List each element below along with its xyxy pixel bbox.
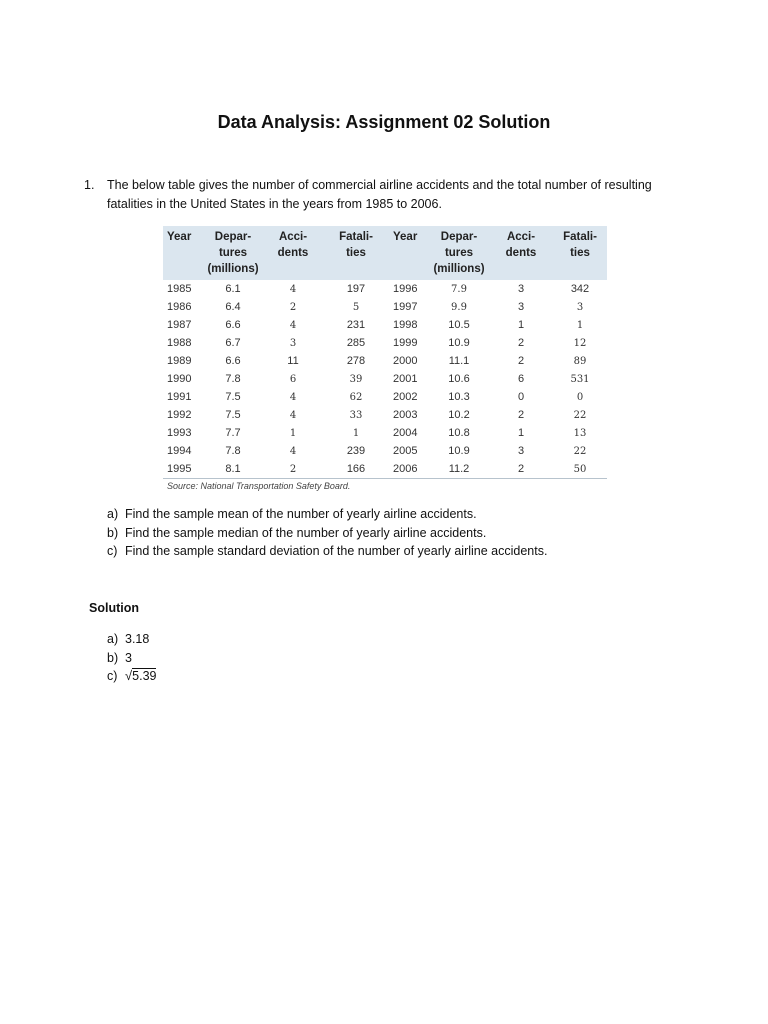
table-cell: 22 (573, 409, 587, 421)
table-cell: 2 (263, 460, 323, 479)
table-cell: 1997 (393, 301, 418, 313)
table-cell: 1 (576, 319, 584, 331)
table-cell: 1990 (167, 373, 192, 385)
table-cell: 4 (289, 391, 297, 403)
table-cell: 1986 (167, 301, 192, 313)
table-row (163, 316, 607, 334)
answer-a: a) 3.18 (107, 632, 150, 646)
table-cell: 3 (517, 283, 525, 295)
subquestion-b: b) Find the sample median of the number of yearly airline accidents. (107, 525, 487, 540)
table-cell: 2 (517, 409, 525, 421)
table-cell: 10.8 (448, 427, 470, 439)
table-cell: 10.9 (448, 445, 470, 457)
question-number: 1. (84, 178, 95, 192)
table-cell: 10.2 (448, 409, 470, 421)
table-cell: 231 (346, 319, 366, 331)
table-cell: 1989 (167, 355, 192, 367)
table-cell: 89 (573, 355, 587, 367)
table-header-row (163, 226, 607, 280)
table-cell: 6.6 (225, 319, 241, 331)
table-row (163, 370, 607, 388)
table-cell: 1985 (167, 283, 192, 295)
table-cell: 7.5 (225, 409, 241, 421)
table-cell: 4 (289, 319, 297, 331)
table-cell: 278 (346, 355, 366, 367)
question-text: The below table gives the number of commercial airline accidents and the total number of resulting fatalities in the United States in the years from 1985 to 2006. (107, 178, 652, 211)
table-cell: 1992 (167, 409, 192, 421)
table-cell: 10.9 (448, 337, 470, 349)
table-row (163, 352, 607, 370)
table-cell: 342 (570, 283, 590, 295)
table-cell: 2002 (393, 391, 418, 403)
header-departures: Depar- tures (millions) (207, 231, 259, 275)
table-cell: 1996 (393, 283, 418, 295)
table-cell: 1988 (167, 337, 192, 349)
table-row (163, 388, 607, 406)
table-cell: 50 (553, 460, 607, 479)
table-cell: 11.2 (429, 460, 489, 479)
table-cell: 3 (517, 301, 525, 313)
table-cell: 285 (346, 337, 366, 349)
table-cell: 12 (573, 337, 587, 349)
table-body (163, 280, 607, 479)
table-cell: 62 (349, 391, 363, 403)
table-cell: 1 (289, 427, 297, 439)
table-cell: 7.9 (451, 283, 467, 295)
table-cell: 13 (573, 427, 587, 439)
table-cell: 166 (323, 460, 389, 479)
solution-heading: Solution (89, 601, 139, 615)
table-cell: 1 (352, 427, 360, 439)
table-cell: 1995 (163, 460, 203, 479)
table-row (163, 460, 607, 479)
table-cell: 2 (489, 460, 553, 479)
table-cell: 3 (576, 301, 584, 313)
table-cell: 1999 (393, 337, 418, 349)
table-cell: 10.6 (448, 373, 470, 385)
table-cell: 10.3 (448, 391, 470, 403)
table-cell: 2000 (393, 355, 418, 367)
table-cell: 4 (289, 409, 297, 421)
table-cell: 2004 (393, 427, 418, 439)
subquestion-a: a) Find the sample mean of the number of yearly airline accidents. (107, 507, 477, 521)
table-cell: 1998 (393, 319, 418, 331)
table-cell: 6.1 (225, 283, 241, 295)
header-departures-2: Depar- tures (millions) (433, 231, 485, 275)
header-fatalities-2: Fatali- ties (563, 231, 597, 259)
answers-list (107, 630, 156, 686)
table-cell: 11.1 (448, 355, 470, 367)
table-cell: 7.7 (225, 427, 241, 439)
table-cell: 0 (576, 391, 584, 403)
header-fatalities: Fatali- ties (339, 231, 373, 259)
table-cell: 10.5 (448, 319, 470, 331)
page-title: Data Analysis: Assignment 02 Solution (217, 112, 551, 132)
table-cell: 4 (289, 283, 297, 295)
table-cell: 11 (287, 355, 299, 367)
answer-c-value: √5.39 (125, 668, 157, 683)
table-cell: 6.6 (225, 355, 241, 367)
table-cell: 2003 (393, 409, 418, 421)
table-cell: 2005 (393, 445, 418, 457)
table-row (163, 442, 607, 460)
table-cell: 6 (289, 373, 297, 385)
table-cell: 2 (517, 355, 525, 367)
table-cell: 2 (289, 301, 297, 313)
table-cell: 7.8 (225, 373, 241, 385)
subquestion-c: c) Find the sample standard deviation of the number of yearly airline accidents. (107, 544, 548, 558)
table-cell: 8.1 (203, 460, 263, 479)
table-cell: 7.5 (225, 391, 241, 403)
table-cell: 1 (517, 427, 525, 439)
table-row (163, 298, 607, 316)
table-cell: 5 (352, 301, 360, 313)
table-row (163, 424, 607, 442)
table-cell: 33 (349, 409, 363, 421)
table-row (163, 280, 607, 298)
table-cell: 7.8 (225, 445, 241, 457)
header-accidents-2: Acci- dents (505, 231, 537, 259)
table-row (163, 334, 607, 352)
header-year: Year (167, 231, 192, 243)
table-cell: 39 (349, 373, 363, 385)
table-cell: 1987 (167, 319, 192, 331)
accidents-table (163, 226, 607, 479)
accidents-table-container (163, 226, 607, 491)
table-cell: 1994 (167, 445, 192, 457)
table-cell: 22 (573, 445, 587, 457)
table-cell: 6.7 (225, 337, 241, 349)
table-cell: 6.4 (225, 301, 241, 313)
header-accidents: Acci- dents (277, 231, 309, 259)
table-row (163, 406, 607, 424)
table-cell: 0 (517, 391, 525, 403)
table-cell: 3 (289, 337, 297, 349)
question-1 (84, 176, 694, 214)
sqrt-icon: √ (125, 668, 133, 683)
table-cell: 3 (517, 445, 525, 457)
answer-b: b) 3 (107, 650, 132, 665)
table-cell: 1 (517, 319, 525, 331)
answer-c: c) √5.39 (107, 667, 156, 686)
table-cell: 239 (346, 445, 366, 457)
table-cell: 2 (517, 337, 525, 349)
table-cell: 6 (517, 373, 525, 385)
table-cell: 2006 (389, 460, 429, 479)
table-cell: 9.9 (451, 301, 467, 313)
table-cell: 2001 (393, 373, 418, 385)
table-cell: 531 (570, 373, 590, 385)
table-cell: 4 (289, 445, 297, 457)
subquestions-list (107, 505, 667, 561)
table-cell: 1991 (167, 391, 192, 403)
table-source: Source: National Transportation Safety Board. (167, 481, 351, 491)
header-year-2: Year (393, 231, 418, 243)
table-cell: 197 (346, 283, 366, 295)
table-cell: 1993 (167, 427, 192, 439)
